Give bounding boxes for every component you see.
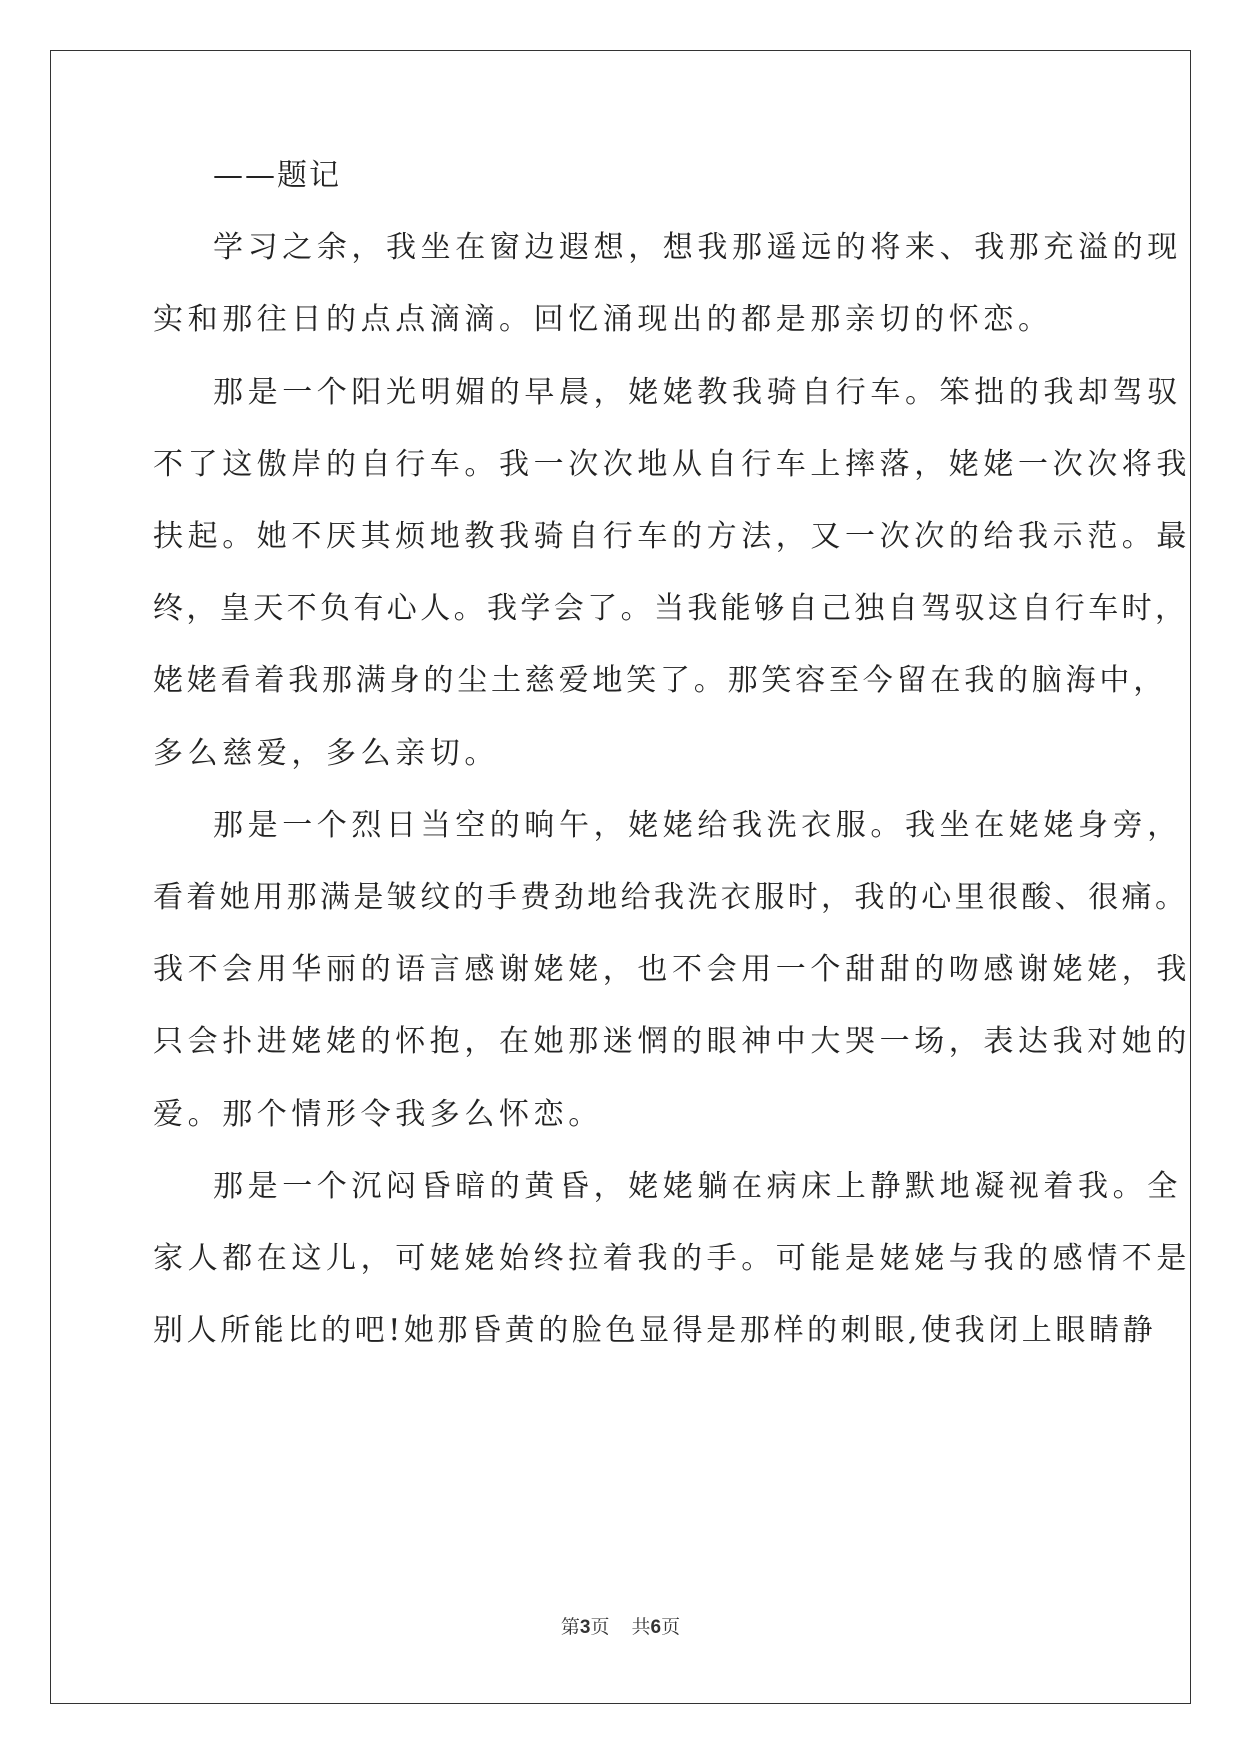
paragraph-2-line-6: 多么慈爱，多么亲切。	[153, 736, 499, 771]
total-page-number: 6	[650, 1617, 662, 1638]
total-prefix: 共	[631, 1616, 651, 1638]
paragraph-2-line-5: 姥姥看着我那满身的尘土慈爱地笑了。那笑容至今留在我的脑海中，	[153, 663, 1167, 698]
paragraph-4-line-1: 那是一个沉闷昏暗的黄昏，姥姥躺在病床上静默地凝视着我。全	[213, 1169, 1182, 1204]
paragraph-3-line-2: 看着她用那满是皱纹的手费劲地给我洗衣服时，我的心里很酸、很痛。	[153, 880, 1189, 915]
page-suffix: 页	[590, 1616, 610, 1638]
paragraph-2-line-2: 不了这傲岸的自行车。我一次次地从自行车上摔落，姥姥一次次将我	[153, 447, 1191, 482]
paragraph-4-line-3: 别人所能比的吧!她那昏黄的脸色显得是那样的刺眼,使我闭上眼睛静	[153, 1313, 1157, 1348]
paragraph-3-line-3: 我不会用华丽的语言感谢姥姥，也不会用一个甜甜的吻感谢姥姥，我	[153, 952, 1191, 987]
paragraph-1-line-1: 学习之余，我坐在窗边遐想，想我那遥远的将来、我那充溢的现	[213, 230, 1182, 265]
page-prefix: 第	[560, 1616, 580, 1638]
current-page-number: 3	[579, 1617, 591, 1638]
page-number-footer	[0, 1615, 1241, 1640]
paragraph-2-line-3: 扶起。她不厌其烦地教我骑自行车的方法，又一次次的给我示范。最	[153, 519, 1191, 554]
total-suffix: 页	[661, 1616, 681, 1638]
paragraph-4-line-2: 家人都在这儿，可姥姥始终拉着我的手。可能是姥姥与我的感情不是	[153, 1241, 1191, 1276]
paragraph-2-line-1: 那是一个阳光明媚的早晨，姥姥教我骑自行车。笨拙的我却驾驭	[213, 375, 1182, 410]
epigraph-signature: ——题记	[213, 158, 341, 193]
paragraph-3-line-5: 爱。那个情形令我多么怀恋。	[153, 1097, 603, 1132]
paragraph-1-line-2: 实和那往日的点点滴滴。回忆涌现出的都是那亲切的怀恋。	[153, 302, 1053, 337]
page-border	[50, 50, 1191, 1704]
paragraph-2-line-4: 终，皇天不负有心人。我学会了。当我能够自己独自驾驭这自行车时，	[153, 591, 1189, 626]
paragraph-3-line-1: 那是一个烈日当空的晌午，姥姥给我洗衣服。我坐在姥姥身旁，	[213, 808, 1182, 843]
paragraph-3-line-4: 只会扑进姥姥的怀抱，在她那迷惘的眼神中大哭一场，表达我对她的	[153, 1024, 1191, 1059]
